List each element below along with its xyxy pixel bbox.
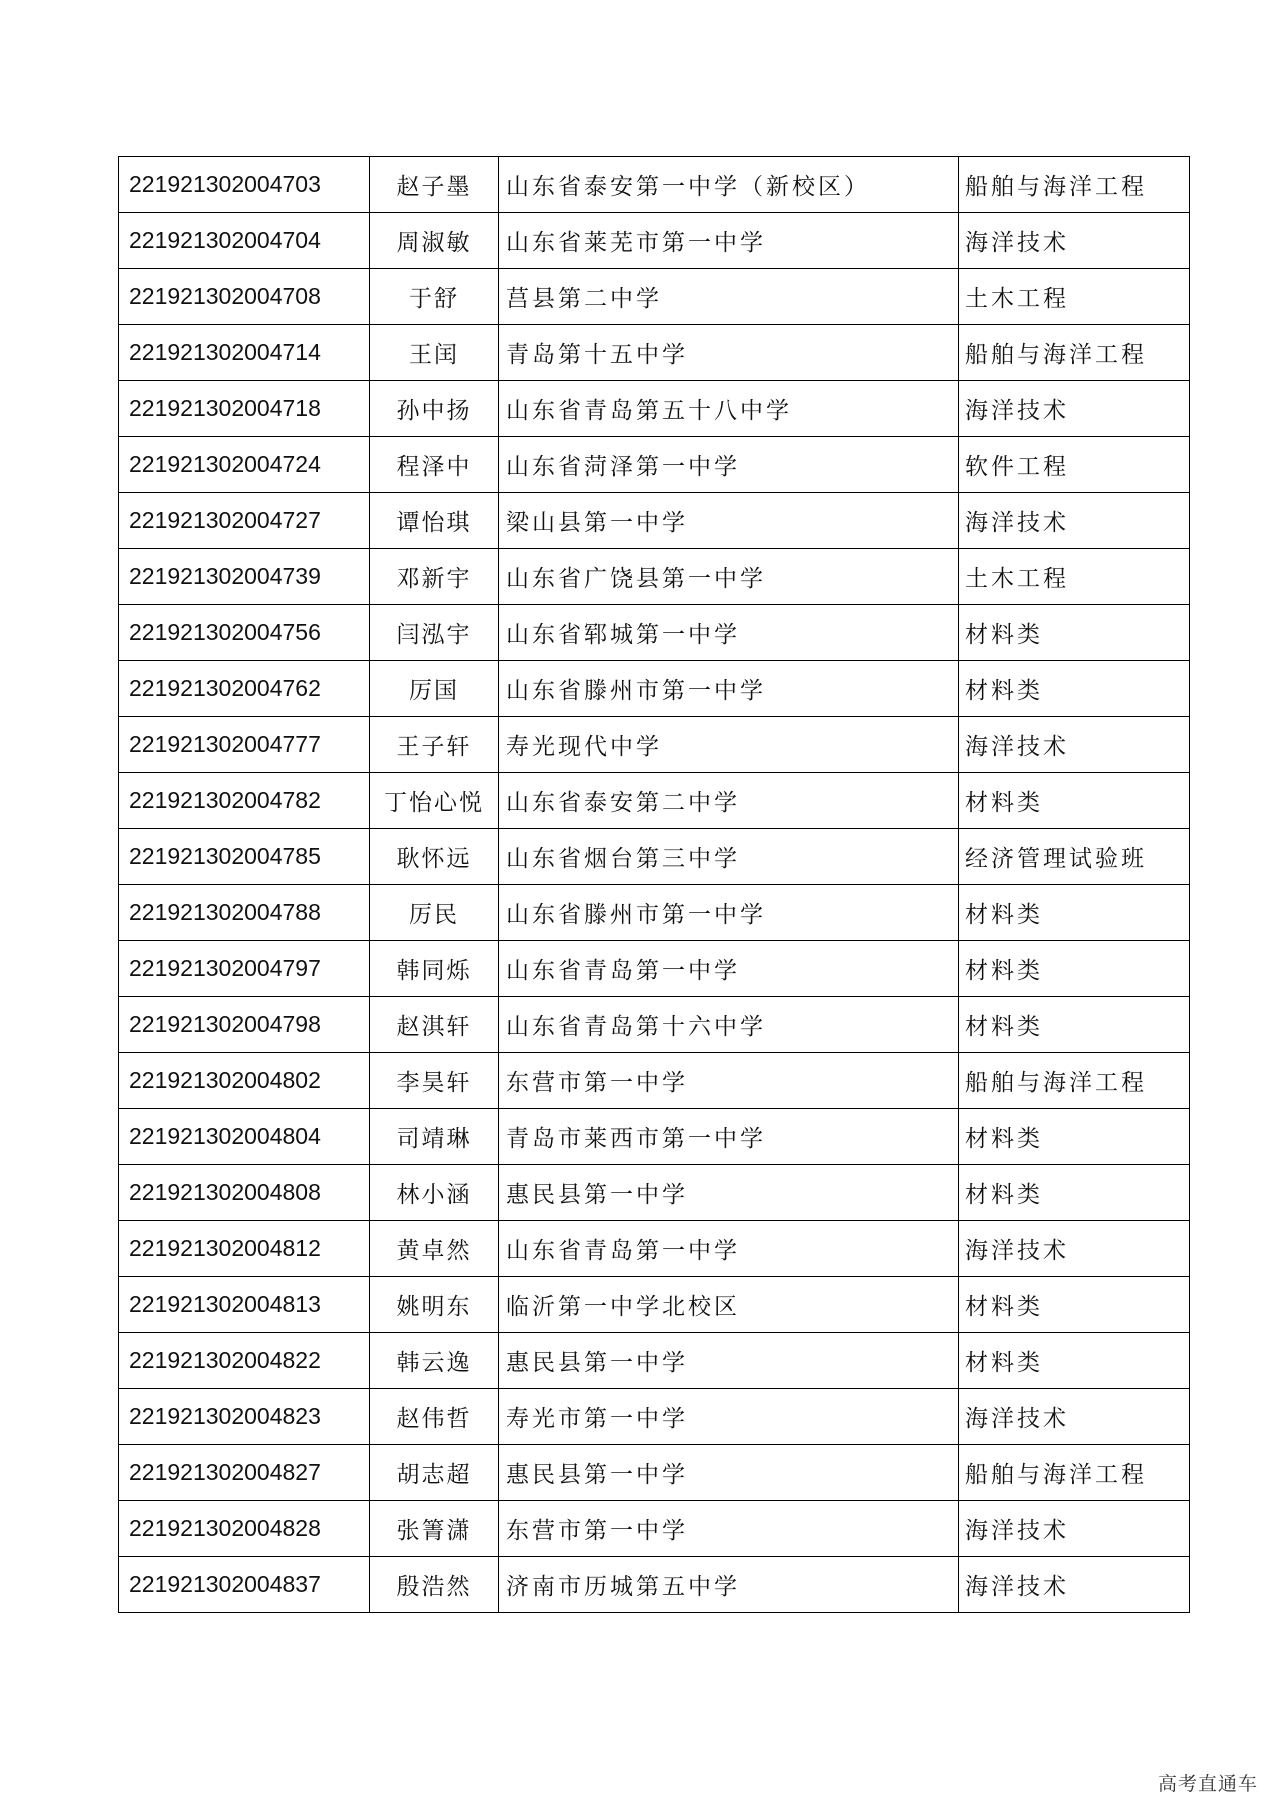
high-school-cell: 山东省菏泽第一中学	[499, 437, 959, 493]
major-cell: 材料类	[959, 997, 1190, 1053]
table-row	[119, 1053, 1190, 1109]
candidate-id-cell: 221921302004797	[119, 941, 370, 997]
table-row	[119, 773, 1190, 829]
student-name-cell: 赵子墨	[370, 157, 499, 213]
high-school-cell: 寿光市第一中学	[499, 1389, 959, 1445]
table-row	[119, 1501, 1190, 1557]
student-name-cell: 胡志超	[370, 1445, 499, 1501]
high-school-cell: 山东省青岛第十六中学	[499, 997, 959, 1053]
candidate-id-cell: 221921302004837	[119, 1557, 370, 1613]
table-row	[119, 941, 1190, 997]
candidate-id-cell: 221921302004785	[119, 829, 370, 885]
candidate-id-cell: 221921302004813	[119, 1277, 370, 1333]
student-name-cell: 韩云逸	[370, 1333, 499, 1389]
watermark-text: 高考直通车	[1157, 1773, 1258, 1795]
table-row	[119, 885, 1190, 941]
high-school-cell: 梁山县第一中学	[499, 493, 959, 549]
candidate-id-cell: 221921302004756	[119, 605, 370, 661]
major-cell: 材料类	[959, 941, 1190, 997]
student-name-cell: 赵伟哲	[370, 1389, 499, 1445]
candidate-id-cell: 221921302004812	[119, 1221, 370, 1277]
student-name-cell: 厉民	[370, 885, 499, 941]
student-name-cell: 邓新宇	[370, 549, 499, 605]
candidate-id-cell: 221921302004777	[119, 717, 370, 773]
table-row	[119, 829, 1190, 885]
table-row	[119, 325, 1190, 381]
high-school-cell: 山东省滕州市第一中学	[499, 885, 959, 941]
major-cell: 材料类	[959, 1165, 1190, 1221]
table-row	[119, 493, 1190, 549]
admission-list-table	[118, 156, 1190, 1613]
high-school-cell: 惠民县第一中学	[499, 1445, 959, 1501]
high-school-cell: 山东省青岛第一中学	[499, 941, 959, 997]
major-cell: 船舶与海洋工程	[959, 1445, 1190, 1501]
high-school-cell: 惠民县第一中学	[499, 1333, 959, 1389]
major-cell: 材料类	[959, 1109, 1190, 1165]
major-cell: 船舶与海洋工程	[959, 325, 1190, 381]
table-row	[119, 1445, 1190, 1501]
major-cell: 材料类	[959, 661, 1190, 717]
candidate-id-cell: 221921302004727	[119, 493, 370, 549]
candidate-id-cell: 221921302004822	[119, 1333, 370, 1389]
student-name-cell: 程泽中	[370, 437, 499, 493]
major-cell: 船舶与海洋工程	[959, 1053, 1190, 1109]
table-row	[119, 1165, 1190, 1221]
table-row	[119, 1333, 1190, 1389]
high-school-cell: 莒县第二中学	[499, 269, 959, 325]
candidate-id-cell: 221921302004798	[119, 997, 370, 1053]
table-row	[119, 437, 1190, 493]
candidate-id-cell: 221921302004782	[119, 773, 370, 829]
high-school-cell: 山东省广饶县第一中学	[499, 549, 959, 605]
major-cell: 海洋技术	[959, 1389, 1190, 1445]
major-cell: 海洋技术	[959, 717, 1190, 773]
candidate-id-cell: 221921302004802	[119, 1053, 370, 1109]
major-cell: 材料类	[959, 605, 1190, 661]
table-row	[119, 661, 1190, 717]
table-row	[119, 1277, 1190, 1333]
table-row	[119, 213, 1190, 269]
student-name-cell: 赵淇轩	[370, 997, 499, 1053]
high-school-cell: 山东省烟台第三中学	[499, 829, 959, 885]
candidate-id-cell: 221921302004827	[119, 1445, 370, 1501]
candidate-id-cell: 221921302004714	[119, 325, 370, 381]
high-school-cell: 青岛第十五中学	[499, 325, 959, 381]
student-name-cell: 谭怡琪	[370, 493, 499, 549]
student-name-cell: 周淑敏	[370, 213, 499, 269]
major-cell: 经济管理试验班	[959, 829, 1190, 885]
high-school-cell: 山东省泰安第一中学（新校区）	[499, 157, 959, 213]
major-cell: 土木工程	[959, 269, 1190, 325]
high-school-cell: 临沂第一中学北校区	[499, 1277, 959, 1333]
candidate-id-cell: 221921302004703	[119, 157, 370, 213]
candidate-id-cell: 221921302004739	[119, 549, 370, 605]
student-name-cell: 李昊轩	[370, 1053, 499, 1109]
candidate-id-cell: 221921302004708	[119, 269, 370, 325]
student-name-cell: 姚明东	[370, 1277, 499, 1333]
student-name-cell: 丁怡心悦	[370, 773, 499, 829]
candidate-id-cell: 221921302004788	[119, 885, 370, 941]
major-cell: 海洋技术	[959, 1221, 1190, 1277]
table-row	[119, 157, 1190, 213]
major-cell: 材料类	[959, 885, 1190, 941]
table-body	[119, 157, 1190, 1613]
major-cell: 海洋技术	[959, 213, 1190, 269]
major-cell: 船舶与海洋工程	[959, 157, 1190, 213]
student-name-cell: 殷浩然	[370, 1557, 499, 1613]
table-row	[119, 1221, 1190, 1277]
major-cell: 土木工程	[959, 549, 1190, 605]
high-school-cell: 济南市历城第五中学	[499, 1557, 959, 1613]
high-school-cell: 青岛市莱西市第一中学	[499, 1109, 959, 1165]
table-row	[119, 717, 1190, 773]
high-school-cell: 山东省莱芜市第一中学	[499, 213, 959, 269]
candidate-id-cell: 221921302004808	[119, 1165, 370, 1221]
major-cell: 软件工程	[959, 437, 1190, 493]
student-name-cell: 闫泓宇	[370, 605, 499, 661]
high-school-cell: 惠民县第一中学	[499, 1165, 959, 1221]
high-school-cell: 东营市第一中学	[499, 1053, 959, 1109]
table-row	[119, 549, 1190, 605]
student-name-cell: 黄卓然	[370, 1221, 499, 1277]
major-cell: 材料类	[959, 1333, 1190, 1389]
high-school-cell: 东营市第一中学	[499, 1501, 959, 1557]
student-name-cell: 王闰	[370, 325, 499, 381]
student-name-cell: 厉国	[370, 661, 499, 717]
high-school-cell: 山东省青岛第一中学	[499, 1221, 959, 1277]
candidate-id-cell: 221921302004724	[119, 437, 370, 493]
table-row	[119, 605, 1190, 661]
student-name-cell: 耿怀远	[370, 829, 499, 885]
table-row	[119, 381, 1190, 437]
major-cell: 海洋技术	[959, 1501, 1190, 1557]
high-school-cell: 山东省泰安第二中学	[499, 773, 959, 829]
high-school-cell: 山东省郓城第一中学	[499, 605, 959, 661]
document-page	[118, 156, 1190, 1613]
table-row	[119, 1557, 1190, 1613]
major-cell: 材料类	[959, 773, 1190, 829]
student-name-cell: 孙中扬	[370, 381, 499, 437]
high-school-cell: 寿光现代中学	[499, 717, 959, 773]
table-row	[119, 269, 1190, 325]
candidate-id-cell: 221921302004828	[119, 1501, 370, 1557]
major-cell: 海洋技术	[959, 381, 1190, 437]
student-name-cell: 司靖琳	[370, 1109, 499, 1165]
high-school-cell: 山东省青岛第五十八中学	[499, 381, 959, 437]
table-row	[119, 1389, 1190, 1445]
student-name-cell: 林小涵	[370, 1165, 499, 1221]
student-name-cell: 王子轩	[370, 717, 499, 773]
candidate-id-cell: 221921302004704	[119, 213, 370, 269]
student-name-cell: 于舒	[370, 269, 499, 325]
high-school-cell: 山东省滕州市第一中学	[499, 661, 959, 717]
student-name-cell: 张箐潇	[370, 1501, 499, 1557]
student-name-cell: 韩同烁	[370, 941, 499, 997]
major-cell: 海洋技术	[959, 1557, 1190, 1613]
candidate-id-cell: 221921302004823	[119, 1389, 370, 1445]
candidate-id-cell: 221921302004762	[119, 661, 370, 717]
table-row	[119, 1109, 1190, 1165]
candidate-id-cell: 221921302004804	[119, 1109, 370, 1165]
table-row	[119, 997, 1190, 1053]
candidate-id-cell: 221921302004718	[119, 381, 370, 437]
major-cell: 材料类	[959, 1277, 1190, 1333]
major-cell: 海洋技术	[959, 493, 1190, 549]
